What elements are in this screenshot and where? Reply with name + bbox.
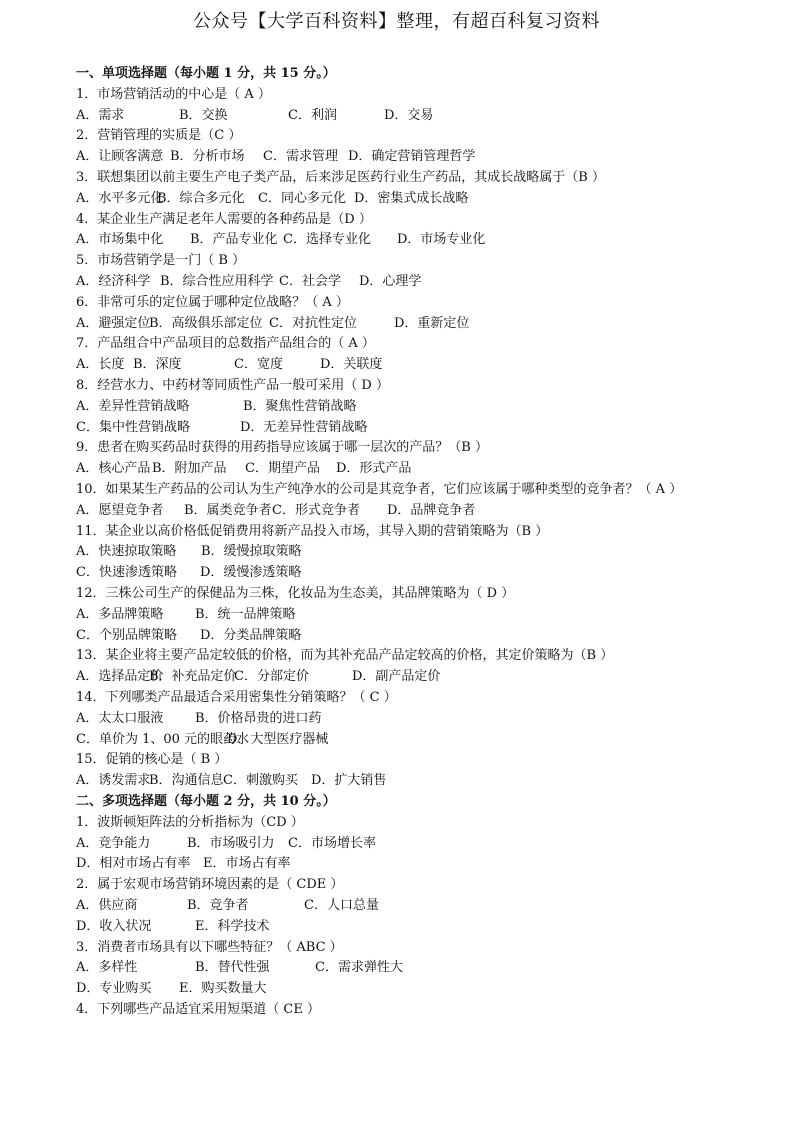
answer-option: D．缓慢渗透策略: [200, 565, 302, 581]
section-heading: 二、多项选择题（每小题 2 分，共 10 分。）: [76, 794, 336, 809]
page-title: 公众号【大学百科资料】整理，有超百科复习资料: [193, 11, 600, 32]
answer-option: A．太太口服液: [76, 710, 164, 726]
answer-option: A．竞争能力: [76, 835, 151, 851]
answer-option: B．高级俱乐部定位: [149, 315, 263, 331]
answer-option: D．确定营销管理哲学: [348, 149, 476, 165]
answer-option: B．替代性强: [195, 960, 270, 976]
answer-option: C．市场增长率: [288, 835, 376, 851]
section-heading: 一、单项选择题（每小题 1 分，共 15 分。）: [76, 66, 336, 81]
answer-option: C．个别品牌策略: [76, 627, 177, 643]
answer-option: A．多样性: [76, 960, 138, 976]
question-text: 4．下列哪些产品适宜采用短渠道（ CE ）: [76, 1002, 320, 1017]
answer-option: C．分部定价: [234, 669, 309, 685]
answer-option: B．统一品牌策略: [195, 606, 296, 622]
question-text: 8．经营水力、中药材等同质性产品一般可采用（ D ）: [76, 378, 389, 393]
answer-option: A．核心产品: [76, 461, 151, 477]
question-text: 6．非常可乐的定位属于哪种定位战略？（ A ）: [76, 294, 349, 310]
question-text: 9．患者在购买药品时获得的用药指导应该属于哪一层次的产品？（B ）: [76, 440, 488, 456]
answer-option: A．愿望竞争者: [76, 502, 164, 518]
answer-option: E．科学技术: [195, 918, 270, 934]
answer-option: B．产品专业化: [190, 232, 278, 248]
answer-option: C．选择专业化: [283, 232, 371, 248]
answer-option: A．差异性营销战略: [76, 398, 190, 414]
answer-option: D．交易: [384, 107, 434, 123]
answer-option: C．社会学: [279, 274, 341, 289]
answer-option: B．竞争者: [187, 898, 249, 913]
answer-option: D．密集式成长战略: [354, 190, 469, 206]
question-text: 7．产品组合中产品项目的总数指产品组合的（ A ）: [76, 336, 375, 352]
question-text: 10．如果某生产药品的公司认为生产纯净水的公司是其竞争者，它们应该属于哪种类型的竞争者？（ A ）: [76, 482, 683, 497]
question-text: 1．波斯顿矩阵法的分析指标为（CD ）: [76, 814, 304, 830]
answer-option: D．心理学: [359, 274, 422, 289]
question-text: 2．营销管理的实质是（C ）: [76, 128, 242, 144]
answer-option: C．需求弹性大: [315, 960, 403, 976]
answer-option: A．多品牌策略: [76, 606, 164, 622]
answer-option: C．利润: [288, 107, 337, 123]
answer-option: C．人口总量: [304, 898, 379, 913]
question-text: 3．消费者市场具有以下哪些特征？（ ABC ）: [76, 939, 343, 955]
answer-option: C．刺激购买: [223, 773, 298, 789]
answer-option: A．诱发需求: [76, 773, 151, 789]
question-text: 14．下列哪类产品最适合采用密集性分销策略？（ C ）: [76, 690, 397, 705]
answer-option: C．宽度: [234, 357, 283, 373]
answer-option: D．品牌竞争者: [387, 502, 476, 518]
answer-option: D．专业购买: [76, 981, 152, 997]
answer-option: B．聚焦性营销战略: [243, 398, 357, 414]
answer-option: D．关联度: [320, 357, 383, 373]
answer-option: B．缓慢掠取策略: [201, 544, 302, 560]
answer-option: B．市场吸引力: [187, 835, 275, 851]
answer-option: C．同心多元化: [258, 190, 346, 206]
answer-option: D．无差异性营销战略: [240, 419, 368, 435]
answer-option: A．供应商: [76, 898, 138, 913]
answer-option: D．重新定位: [394, 315, 470, 331]
answer-option: D．副产品定价: [352, 669, 441, 685]
answer-option: B．深度: [133, 357, 182, 373]
answer-option: B．价格昂贵的进口药: [195, 710, 322, 726]
answer-option: A．水平多元化: [76, 190, 164, 206]
question-text: 4．某企业生产满足老年人需要的各种药品是（D ）: [76, 211, 372, 227]
answer-option: A．需求: [76, 107, 125, 123]
answer-option: D．相对市场占有率: [76, 856, 191, 872]
answer-option: B．分析市场: [170, 149, 245, 165]
answer-option: B．综合多元化: [157, 190, 245, 206]
question-text: 13．某企业将主要产品定较低的价格，而为其补充品产品定较高的价格，其定价策略为（B ）: [76, 648, 614, 664]
answer-option: B．交换: [179, 107, 228, 123]
answer-option: D．分类品牌策略: [200, 627, 302, 643]
answer-option: B．补充品定价: [149, 669, 237, 685]
answer-option: C．快速渗透策略: [76, 565, 177, 581]
answer-option: C．对抗性定位: [269, 315, 357, 331]
answer-option: A．让顾客满意: [76, 149, 164, 165]
answer-option: D．大型医疗器械: [227, 731, 329, 747]
answer-option: B．附加产品: [152, 461, 227, 477]
answer-option: C．单价为 1、00 元的眼药水: [76, 731, 250, 747]
answer-option: C．集中性营销战略: [76, 419, 190, 435]
answer-option: B．属类竞争者: [184, 502, 272, 518]
answer-option: A．快速掠取策略: [76, 544, 177, 560]
answer-option: D．市场专业化: [397, 232, 486, 248]
answer-option: C．期望产品: [245, 461, 320, 477]
answer-option: A．长度: [76, 357, 125, 373]
answer-option: D．形式产品: [336, 461, 412, 477]
answer-option: D．扩大销售: [311, 773, 387, 789]
question-text: 12．三株公司生产的保健品为三株，化妆品为生态美，其品牌策略为（ D ）: [76, 586, 515, 601]
question-text: 15．促销的核心是（ B ）: [76, 752, 228, 768]
question-text: 3．联想集团以前主要生产电子类产品，后来涉足医药行业生产药品，其成长战略属于（B ）: [76, 170, 605, 185]
answer-option: C．形式竞争者: [272, 502, 360, 518]
answer-option: A．经济科学: [76, 274, 151, 289]
question-text: 1．市场营销活动的中心是（ A ）: [76, 86, 271, 102]
answer-option: C．需求管理: [263, 149, 338, 165]
question-text: 2．属于宏观市场营销环境因素的是（ CDE ）: [76, 877, 344, 893]
answer-option: D．收入状况: [76, 918, 152, 934]
question-text: 11．某企业以高价格低促销费用将新产品投入市场，其导入期的营销策略为（B ）: [76, 523, 549, 539]
answer-option: E．市场占有率: [203, 856, 291, 872]
question-text: 5．市场营销学是一门（ B ）: [76, 253, 246, 269]
answer-option: B．综合性应用科学: [160, 274, 274, 289]
answer-option: A．选择品定价: [76, 669, 164, 685]
answer-option: A．避强定位: [76, 315, 151, 331]
answer-option: B．沟通信息: [149, 773, 224, 789]
answer-option: E．购买数量大: [179, 981, 267, 997]
answer-option: A．市场集中化: [76, 232, 164, 248]
